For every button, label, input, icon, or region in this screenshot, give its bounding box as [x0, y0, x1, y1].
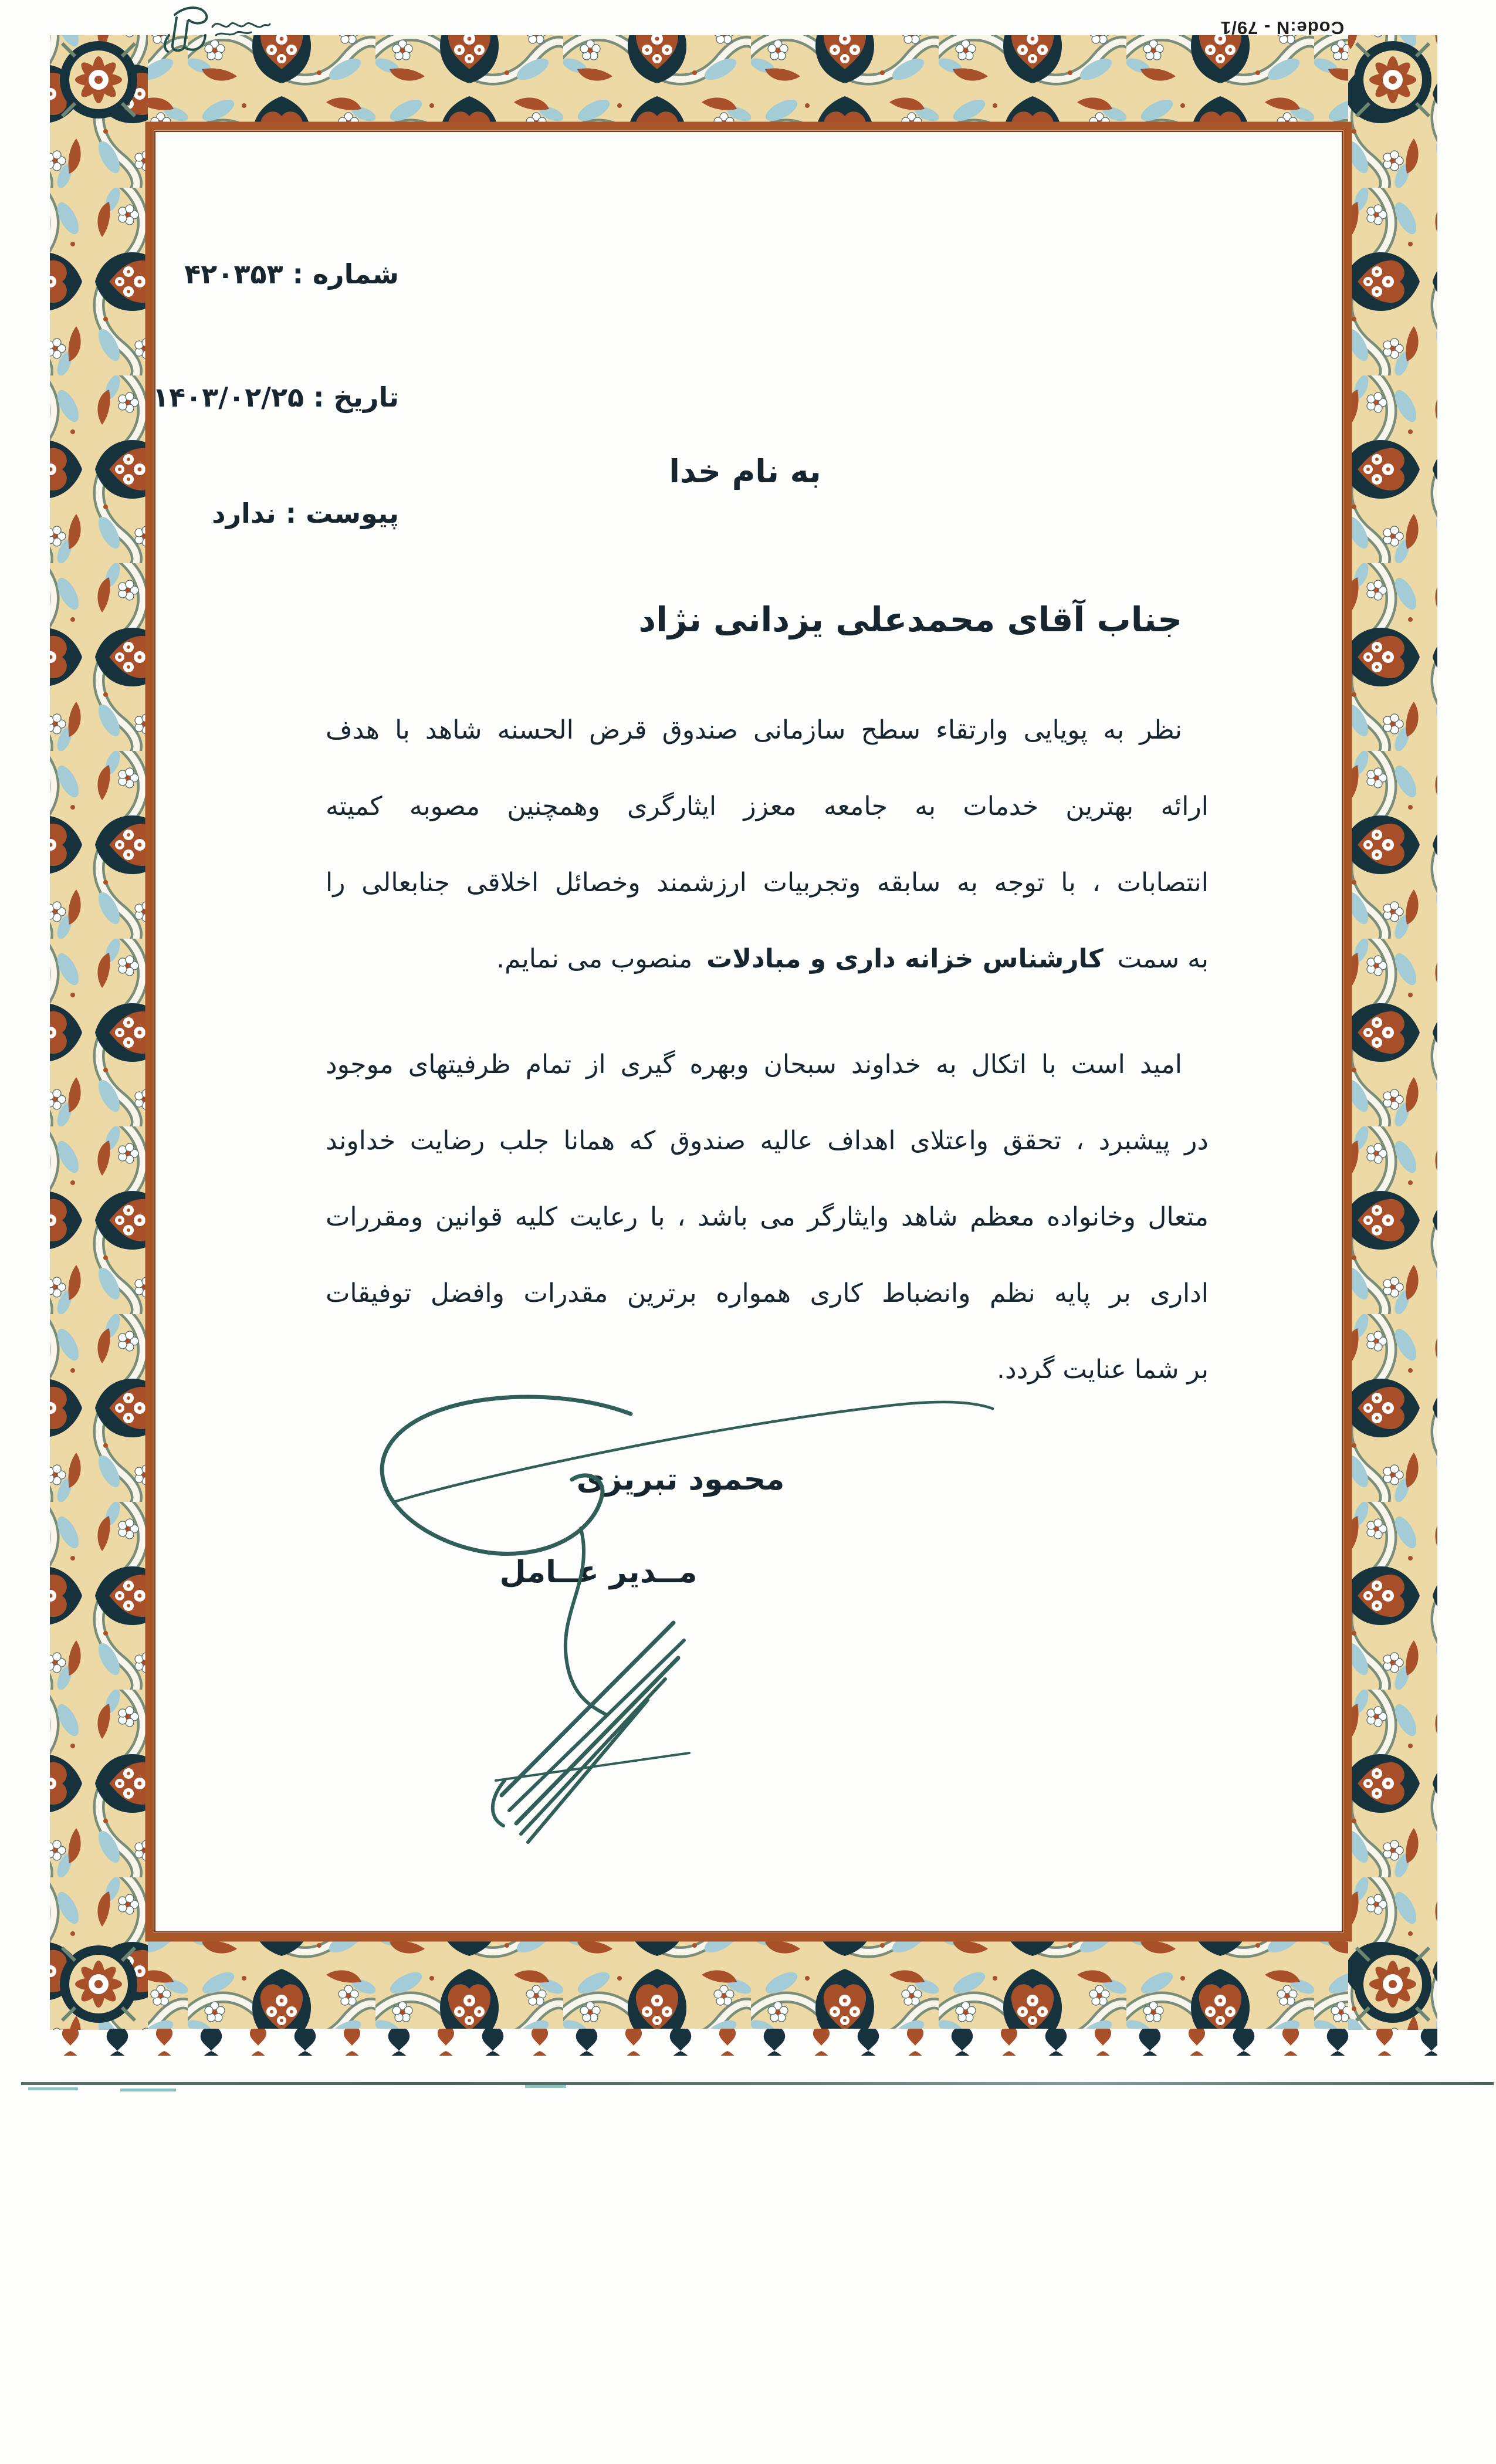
appointment-post: منصوب می نمایم.	[496, 944, 693, 974]
paragraph-1	[326, 692, 1209, 997]
body-line: امید است با اتکال به خداوند سبحان وبهره گیری از تمام ظرفیتهای موجود	[326, 1050, 1182, 1079]
paragraph-2	[326, 1027, 1209, 1408]
letter-attachment: پیوست : ندارد	[212, 497, 399, 529]
body-line: نظر به پویایی وارتقاء سطح سازمانی صندوق قرض الحسنه شاهد با هدف	[326, 715, 1182, 745]
signer-title: مــدیر عــامل	[499, 1555, 698, 1590]
scanner-artifact-fragment	[120, 2089, 176, 2091]
appointment-line	[326, 921, 1209, 997]
scanner-artifact-fragment	[525, 2085, 566, 2088]
appointment-position: کارشناس خزانه داری و مبادلات	[706, 944, 1104, 974]
letter-date: تاریخ : ۱۴۰۳/۰۲/۲۵	[152, 381, 399, 413]
body-line: ارائه بهترین خدمات به جامعه معزز ایثارگری وهمچنین مصوبه کمیته	[326, 791, 1209, 821]
basmala: به نام خدا	[669, 453, 821, 490]
body-line: در پیشبرد ، تحقق واعتلای اهداف عالیه صندوق که همانا جلب رضایت خداوند	[326, 1126, 1209, 1156]
body-line: بر شما عنایت گردد.	[997, 1355, 1209, 1385]
code-annotation: Code:N - 79/1	[1220, 18, 1345, 38]
body-line: انتصابات ، با توجه به سابقه وتجربیات ارزشمند وخصائل اخلاقی جنابعالی را	[326, 868, 1209, 898]
appointment-pre: به سمت	[1117, 944, 1209, 974]
signer-name: محمود تبریزی	[576, 1462, 785, 1497]
letter-number: شماره : ۴۲۰۳۵۳	[184, 258, 399, 290]
body-line: متعال وخانواده معظم شاهد وایثارگر می باشد ، با رعایت کلیه قوانین ومقررات	[326, 1202, 1209, 1232]
body-line: اداری بر پایه نظم وانضباط کاری همواره برترین مقدرات وافضل توفیقات	[326, 1278, 1209, 1308]
scanner-artifact-line	[21, 2082, 1494, 2085]
handwritten-doodle-icon	[0, 0, 305, 70]
scanner-artifact-fragment	[28, 2087, 78, 2090]
addressee-line: جناب آقای محمدعلی یزدانی نژاد	[638, 600, 1182, 639]
